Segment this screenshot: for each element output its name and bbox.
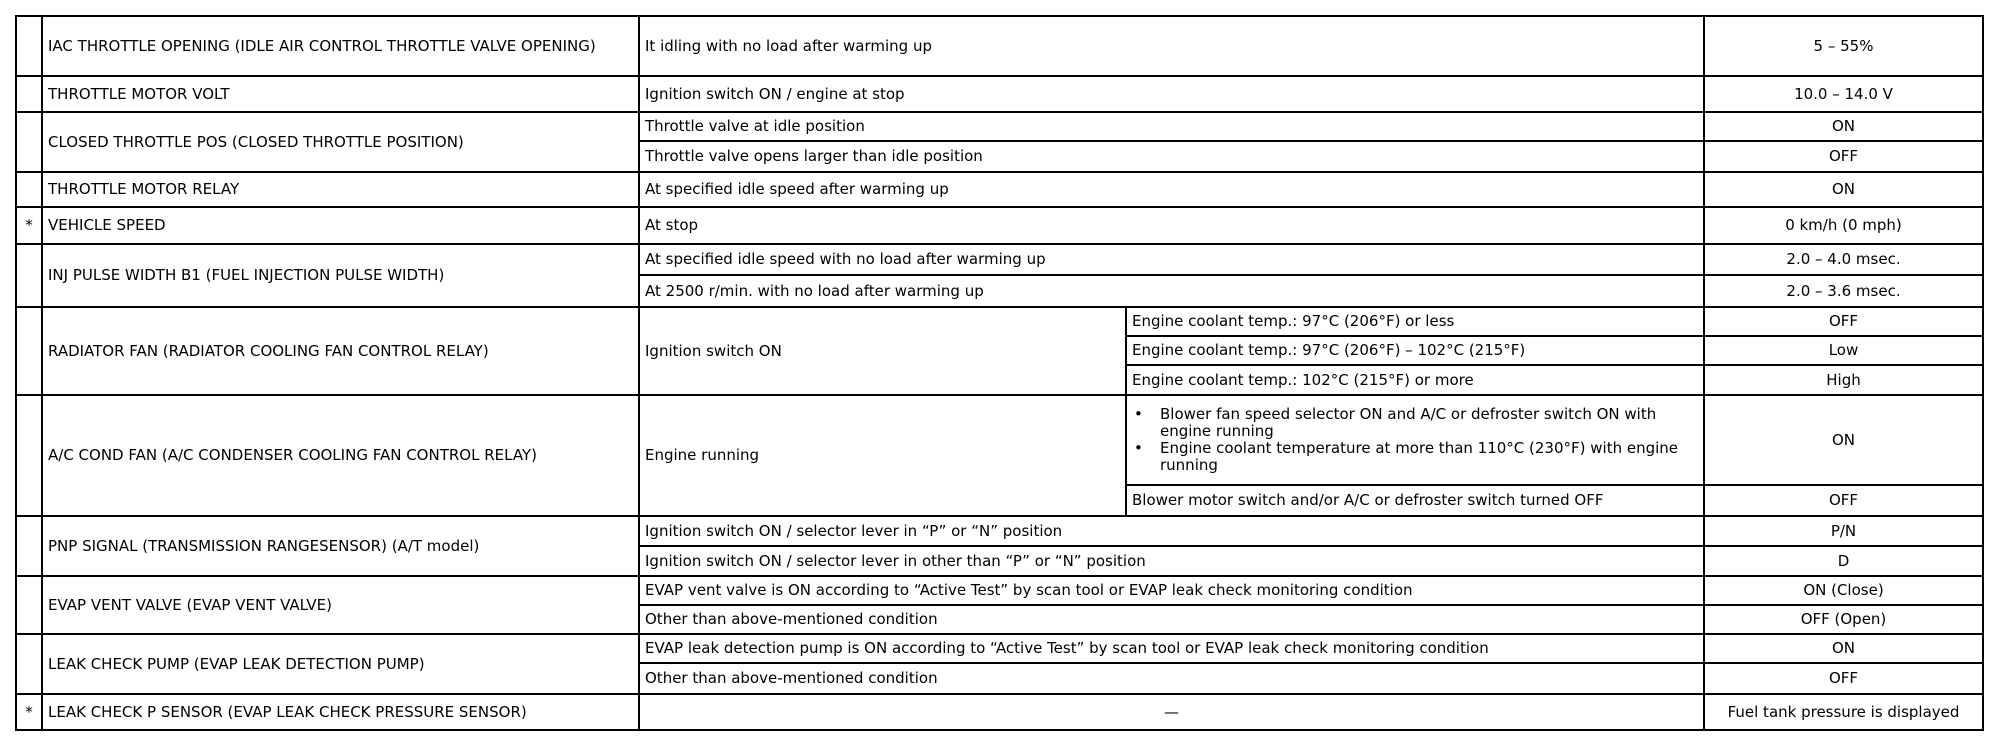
star-marker: * (16, 694, 42, 730)
sub-condition: Blower motor switch and/or A/C or defroster switch turned OFF (1126, 485, 1704, 516)
item-name: CLOSED THROTTLE POS (CLOSED THROTTLE POSITION) (42, 112, 639, 172)
star-marker (16, 307, 42, 395)
star-marker (16, 76, 42, 112)
item-name: LEAK CHECK P SENSOR (EVAP LEAK CHECK PRESSURE SENSOR) (42, 694, 639, 730)
star-marker (16, 395, 42, 516)
value: OFF (1704, 141, 1983, 172)
star-marker (16, 634, 42, 694)
value: OFF (1704, 663, 1983, 694)
table-row (16, 16, 1983, 76)
item-name: LEAK CHECK PUMP (EVAP LEAK DETECTION PUMP) (42, 634, 639, 694)
table-row (16, 112, 1983, 141)
item-name: EVAP VENT VALVE (EVAP VENT VALVE) (42, 576, 639, 634)
value: OFF (1704, 485, 1983, 516)
condition: Throttle valve opens larger than idle position (639, 141, 1704, 172)
condition: Ignition switch ON / selector lever in other than “P” or “N” position (639, 546, 1704, 576)
bullet-item (1132, 440, 1698, 474)
table-row (16, 207, 1983, 244)
table-row (16, 244, 1983, 275)
star-marker: * (16, 207, 42, 244)
value: 2.0 – 3.6 msec. (1704, 275, 1983, 307)
sub-condition: Engine coolant temp.: 102°C (215°F) or more (1126, 365, 1704, 395)
table-row (16, 172, 1983, 207)
value: OFF (Open) (1704, 605, 1983, 634)
star-marker (16, 112, 42, 172)
item-name: A/C COND FAN (A/C CONDENSER COOLING FAN CONTROL RELAY) (42, 395, 639, 516)
item-name: INJ PULSE WIDTH B1 (FUEL INJECTION PULSE WIDTH) (42, 244, 639, 307)
table-row (16, 516, 1983, 546)
item-name: THROTTLE MOTOR VOLT (42, 76, 639, 112)
item-name: RADIATOR FAN (RADIATOR COOLING FAN CONTROL RELAY) (42, 307, 639, 395)
condition: Throttle valve at idle position (639, 112, 1704, 141)
condition: Other than above-mentioned condition (639, 663, 1704, 694)
table-row (16, 76, 1983, 112)
table-row (16, 307, 1983, 336)
condition: It idling with no load after warming up (639, 16, 1704, 76)
item-name: THROTTLE MOTOR RELAY (42, 172, 639, 207)
condition: At 2500 r/min. with no load after warming up (639, 275, 1704, 307)
table-row (16, 576, 1983, 605)
condition: — (639, 694, 1704, 730)
table-row (16, 395, 1983, 485)
star-marker (16, 516, 42, 576)
condition: At stop (639, 207, 1704, 244)
condition: Ignition switch ON / selector lever in “P” or “N” position (639, 516, 1704, 546)
condition: Other than above-mentioned condition (639, 605, 1704, 634)
value: P/N (1704, 516, 1983, 546)
value: 2.0 – 4.0 msec. (1704, 244, 1983, 275)
star-marker (16, 244, 42, 307)
bullet-text: • Engine coolant temperature at more than 110°C (230°F) with engine running (1160, 439, 1679, 474)
condition: At specified idle speed after warming up (639, 172, 1704, 207)
item-name: IAC THROTTLE OPENING (IDLE AIR CONTROL THROTTLE VALVE OPENING) (42, 16, 639, 76)
condition: Engine running (639, 395, 1126, 516)
item-name: VEHICLE SPEED (42, 207, 639, 244)
value: ON (1704, 395, 1983, 485)
monitor-items-table (15, 15, 1984, 731)
table-row (16, 694, 1983, 730)
sub-condition: Engine coolant temp.: 97°C (206°F) – 102°C (215°F) (1126, 336, 1704, 365)
value: Low (1704, 336, 1983, 365)
value: Fuel tank pressure is displayed (1704, 694, 1983, 730)
sub-condition (1126, 395, 1704, 485)
value: ON (Close) (1704, 576, 1983, 605)
star-marker (16, 576, 42, 634)
value: High (1704, 365, 1983, 395)
value: 0 km/h (0 mph) (1704, 207, 1983, 244)
value: ON (1704, 112, 1983, 141)
condition: Ignition switch ON / engine at stop (639, 76, 1704, 112)
table-row (16, 634, 1983, 663)
item-name: PNP SIGNAL (TRANSMISSION RANGESENSOR) (A/T model) (42, 516, 639, 576)
bullet-list (1132, 406, 1698, 474)
star-marker (16, 172, 42, 207)
star-marker (16, 16, 42, 76)
sub-condition: Engine coolant temp.: 97°C (206°F) or less (1126, 307, 1704, 336)
condition: EVAP vent valve is ON according to “Active Test” by scan tool or EVAP leak check monitoring condition (639, 576, 1704, 605)
value: 10.0 – 14.0 V (1704, 76, 1983, 112)
condition: EVAP leak detection pump is ON according to “Active Test” by scan tool or EVAP leak check monitoring condition (639, 634, 1704, 663)
condition: At specified idle speed with no load after warming up (639, 244, 1704, 275)
value: ON (1704, 634, 1983, 663)
value: OFF (1704, 307, 1983, 336)
value: ON (1704, 172, 1983, 207)
value: 5 – 55% (1704, 16, 1983, 76)
table-body (16, 16, 1983, 730)
bullet-text: • Blower fan speed selector ON and A/C or defroster switch ON with engine running (1160, 405, 1657, 440)
bullet-item (1132, 406, 1698, 440)
condition: Ignition switch ON (639, 307, 1126, 395)
value: D (1704, 546, 1983, 576)
